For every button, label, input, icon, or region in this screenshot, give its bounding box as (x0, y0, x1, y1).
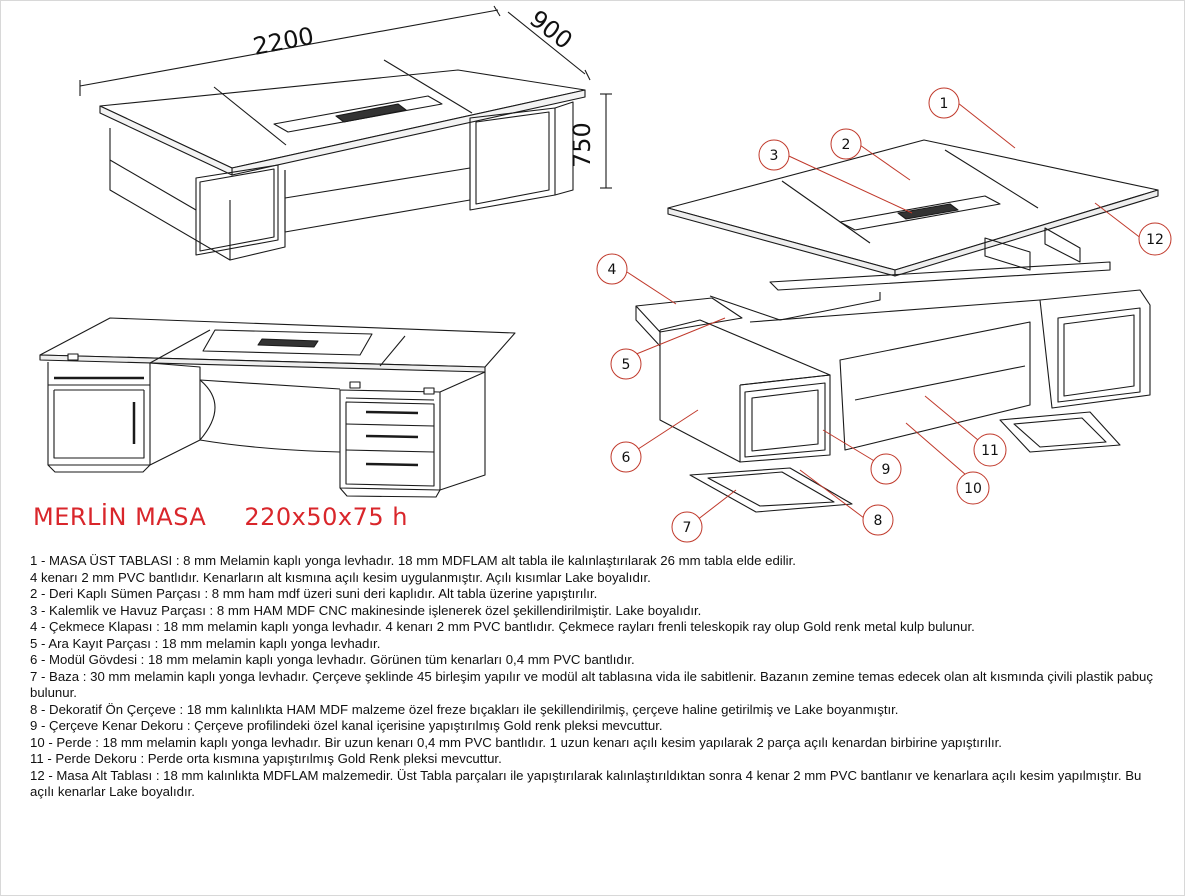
spec-line: 1 - MASA ÜST TABLASI : 8 mm Melamin kaplı yonga levhadır. 18 mm MDFLAM alt tabla ile kalınlaştırılarak 26 mm tabla elde edilir. (30, 553, 796, 568)
dimension-depth: 900 (524, 4, 578, 55)
callout-9 (871, 454, 901, 484)
spec-line: 6 - Modül Gövdesi : 18 mm melamin kaplı yonga levhadır. Görünen tüm kenarları 0,4 mm PVC bantlıdır. (30, 652, 635, 667)
desk-exploded-view (636, 140, 1158, 512)
specification-list (30, 553, 1160, 801)
svg-text:1: 1 (939, 96, 949, 112)
callout-12 (1139, 223, 1171, 255)
spec-line: 5 - Ara Kayıt Parçası : 18 mm melamin kaplı yonga levhadır. (30, 635, 381, 651)
spec-line: 8 - Dekoratif Ön Çerçeve : 18 mm kalınlıkta HAM MDF malzeme özel freze bıçakları ile şekillendirilmiş, çerçeve haline getirilmiş ve Lake boyanmıştır. (30, 701, 899, 717)
callout-5 (611, 349, 641, 379)
svg-text:3: 3 (769, 148, 779, 164)
callout-3 (759, 140, 789, 170)
spec-line: 12 - Masa Alt Tablası : 18 mm kalınlıkta MDFLAM malzemedir. Üst Tabla parçaları ile yapıştırılarak kalınlaştırıldıktan sonra 4 kenar 2 mm PVC bantlanır ve kenarlara açılı kesim yapılmıştır. Bu açılı kenarlar Lake boyalıdır. (30, 767, 1142, 799)
svg-text:2: 2 (841, 137, 851, 153)
svg-text:8: 8 (873, 513, 883, 529)
spec-line: 4 - Çekmece Klapası : 18 mm melamin kaplı yonga levhadır. 4 kenarı 2 mm PVC bantlıdır. Çekmece rayları frenli teleskopik ray olup Gold renk metal kulp bulunur. (30, 619, 975, 634)
callout-6 (611, 442, 641, 472)
product-title (33, 503, 408, 531)
svg-text:9: 9 (881, 462, 891, 478)
spec-line: 10 - Perde : 18 mm melamin kaplı yonga levhadır. Bir uzun kenarı 0,4 mm PVC bantlıdır. 1 uzun kenarı açılı kesim yapılarak 2 parça açılı kenardan birbirine yapıştırılır. (30, 734, 1002, 750)
callout-2 (831, 129, 861, 159)
desk-perspective-view (100, 60, 585, 260)
callout-11 (974, 434, 1006, 466)
spec-line: 11 - Perde Dekoru : Perde orta kısmına yapıştırılmış Gold Renk pleksi mevcuttur. (30, 751, 502, 766)
callout-10 (957, 472, 989, 504)
svg-text:7: 7 (682, 520, 692, 536)
callout-7 (672, 512, 702, 542)
product-name: MERLİN MASA (33, 503, 207, 531)
spec-line: 3 - Kalemlik ve Havuz Parçası : 8 mm HAM MDF CNC makinesinde işlenerek özel şekillendirilmiştir. Lake boyalıdır. (30, 602, 702, 618)
product-size: 220x50x75 h (244, 503, 408, 531)
callout-8 (863, 505, 893, 535)
spec-line: 4 kenarı 2 mm PVC bantlıdır. Kenarların alt kısmına açılı kesim uygulanmıştır. Açılı kısımlar Lake boyalıdır. (30, 569, 651, 585)
svg-text:4: 4 (607, 262, 617, 278)
spec-line: 9 - Çerçeve Kenar Dekoru : Çerçeve profilindeki özel kanal içerisine yapıştırılmış Gold renk pleksi mevcuttur. (30, 718, 663, 733)
svg-text:12: 12 (1146, 232, 1164, 248)
dimension-height: 750 (568, 122, 596, 168)
svg-text:11: 11 (981, 443, 999, 459)
svg-text:6: 6 (621, 450, 631, 466)
svg-text:10: 10 (964, 481, 982, 497)
svg-text:5: 5 (621, 357, 631, 373)
callout-1 (929, 88, 959, 118)
callout-4 (597, 254, 627, 284)
spec-line: 2 - Deri Kaplı Sümen Parçası : 8 mm ham mdf üzeri suni deri kaplıdır. Alt tabla üzerine yapıştırılır. (30, 586, 598, 601)
spec-line: 7 - Baza : 30 mm melamin kaplı yonga levhadır. Çerçeve şeklinde 45 birleşim yapılır ve modül alt tablasına vida ile sabitlenir. Bazanın zemine temas edecek olan alt kısmında çivili plastik pabuç bulunur. (30, 668, 1153, 700)
dimension-length: 2200 (250, 21, 317, 61)
desk-front-view (40, 318, 515, 497)
